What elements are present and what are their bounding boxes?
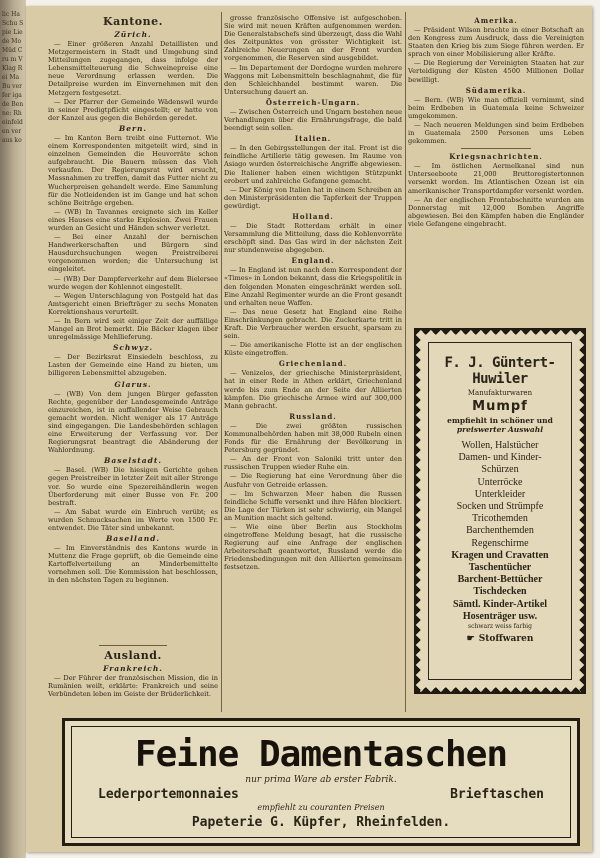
article-text: — Im Departement der Dordogne wurden mehrere Waggons mit Lebensmitteln beschlagnahmt, die für den Schleichhandel bestimmt waren. Die Untersuchung dauert an. <box>224 63 402 96</box>
subheading-frankreich: Frankreich. <box>103 664 163 673</box>
article-text: — Am Sabat wurde ein Einbruch verübt; es wurden Schmucksachen im Werte von 1500 Fr. entwendet. Die Täter sind unbekannt. <box>48 507 218 532</box>
column-1 <box>48 14 218 714</box>
ornamental-border <box>416 682 584 692</box>
article-text: — (WB) Von dem jungen Bürger gefassten Rechte, gegenüber der Landesgemeinde Anträge einzureichen, ist in auffallender Weise Gebrauch gemacht worden. Nicht weniger als 17 Anträge sind eingegangen. Die Landesbehörden schlagen eine Erweiterung der Verfassung vor. Der Regierungsrat beantragt die Abänderung der Wahlordnung. <box>48 389 218 455</box>
subheading-italien: Italien. <box>294 134 332 144</box>
article-text: — Der Pfarrer der Gemeinde Wädenswil wurde in seiner Predigtpflicht eingestellt; er hatte von der Kanzel aus gegen die Behörden geredet. <box>48 97 218 122</box>
subheading-baselstadt: Baselstadt. <box>104 456 162 466</box>
spine-text: lic Ha Schu Spie Liede Mo Müd Cru m V Klag Rei Ma Bu ver fer iga de Ben ne: Rheinfelden ver aus ko <box>2 11 24 144</box>
subheading-oesterreich: Österreich-Ungarn. <box>265 97 361 107</box>
ad-town: Mumpf <box>472 399 528 414</box>
subheading-suedamerika: Südamerika. <box>465 85 527 95</box>
advertisement-guentert-huwiler <box>414 328 586 694</box>
ad-shop-name: Papeterie G. Küpfer, Rheinfelden. <box>191 815 451 830</box>
article-text: — Wegen Unterschlagung von Postgeld hat das Amtsgericht einen Briefträger zu sechs Monaten Korrektionshaus verurteilt. <box>48 291 218 316</box>
article-text: — An der englischen Frontabschnitte wurden am Donnerstag mit 12,000 Bomben Angriffe abgewiesen. Bei den Kämpfen haben die Engländer viele Gefangene eingebracht. <box>408 195 584 228</box>
article-text: grosse französische Offensive ist aufgeschoben. Sie wird mit neuen Kräften aufgenommen werden. Die Generalstabschefs sind überzeugt, dass die Wahl des Zeitpunktes von grösster Wichtigkeit ist. Zahlreiche Neuerungen an der Front wurden vorgenommen, die Reserven sind ausgebildet. <box>224 14 402 63</box>
ad-product-left: Lederportemonnaies <box>98 787 239 802</box>
article-text: — Präsident Wilson brachte in einer Botschaft an den Kongress zum Ausdruck, dass die Vereinigten Staaten den Krieg bis zum Siege führen werden. Er sprach von einer Mobilisierung aller Kräfte. <box>408 26 584 59</box>
ad-item: Barchenthemden <box>466 525 534 537</box>
column-3 <box>408 14 584 276</box>
divider <box>99 645 167 646</box>
ad-frame <box>428 342 572 680</box>
ad-frame <box>71 726 571 838</box>
article-text: — Der König von Italien hat in einem Schreiben an den Ministerpräsidenten die Tapferkeit der Truppen gewürdigt. <box>224 185 402 210</box>
ad-item-list <box>429 440 571 623</box>
article-text: — In England ist nun nach dem Korrespondent der «Times» in London bekannt, dass die Kriegspolitik in den folgenden Monaten eingeschränkt werden soll. Eine Anzahl Regimenter wurde an die Front gesandt und erhalten neue Waffen. <box>224 266 402 307</box>
article-text: — Im Schwarzen Meer haben die Russen feindliche Schiffe versenkt und ihre Häfen blockiert. Die Lage der Türken ist sehr schwierig, ein Mangel an Munition macht sich geltend. <box>224 489 402 522</box>
section-heading-ausland: Ausland. <box>104 649 162 662</box>
pointing-hand-icon: ☛ <box>466 634 475 645</box>
subheading-zuerich: Zürich. <box>114 30 152 39</box>
ad-item: Sämtl. Kinder-Artikel <box>452 598 548 610</box>
article-text: — Venizelos, der griechische Ministerpräsident, hat in einer Rede in Athen erklärt, Griechenland werde bis zum Ende an der Seite der Alliierten kämpfen. Die griechische Armee wird auf 300,000 Mann gebracht. <box>224 369 402 410</box>
ad-subtitle: Manufakturwaren <box>467 389 533 397</box>
article-text: — Nach neueren Meldungen sind beim Erdbeben in Guatemala 2500 Personen ums Leben gekommen. <box>408 120 584 146</box>
article-text: — An der Front von Saloniki tritt unter den russischen Truppen wieder Ruhe ein. <box>224 455 402 472</box>
article-text: — Zwischen Österreich und Ungarn bestehen neue Verhandlungen über die Ernährungsfrage, die bald beendigt sein sollen. <box>224 107 402 133</box>
article-text: — Der Führer der französischen Mission, die in Rumänien weilt, erklärte: Frankreich und seine Verbündeten leben im Geiste der Brüderlichkeit. <box>48 674 218 699</box>
ornamental-border <box>416 330 426 692</box>
article-text: — Die Regierung hat eine Verordnung über die Ausfuhr von Getreide erlassen. <box>224 472 402 489</box>
ad-tagline: empfiehlt zu couranten Preisen <box>257 803 385 812</box>
article-text: — Wie eine über Berlin aus Stockholm eingetroffene Meldung besagt, hat die russische Regierung auf eine Anfrage der englischen Arbeiterschaft geantwortet, Russland werde die Friedensbedingungen mit den Alliierten gemeinsam festsetzen. <box>224 522 402 572</box>
ad-last-item: Stoffwaren <box>478 634 534 645</box>
ad-tagline: nur prima Ware ab erster Fabrik. <box>245 775 397 785</box>
ad-item: Taschentücher <box>468 562 532 574</box>
section-heading-kantone: Kantone. <box>103 15 163 28</box>
article-text: — Im östlichen Aermelkanal sind nun Unterseeboote 21,000 Bruttoregistertonnen versenkt worden. Im Atlantischen Ozean ist ein amerikanischer Transportdampfer versenkt worden. <box>408 162 584 195</box>
ad-products-row <box>72 787 570 802</box>
article-text: — In den Gebirgsstellungen der ital. Front ist die feindliche Artillerie tätig gewesen. Im Raume von Asiago wurden österreichische Angriffe abgewiesen. Die Italiener haben einen wichtigen Stützpunkt erobert und zahlreiche Gefangene gemacht. <box>224 144 402 185</box>
subheading-russland: Russland. <box>289 411 337 421</box>
subheading-england: England. <box>291 256 335 266</box>
ad-item: Unterröcke <box>477 476 523 488</box>
article-text: — Der Bezirksrat Einsiedeln beschloss, zu Lasten der Gemeinde eine Hand zu bieten, um billigeren Lebensmittel abzugeben. <box>48 353 218 378</box>
ad-tagline: preiswerter Auswahl <box>456 425 544 434</box>
ad-tagline: empfiehlt in schöner und <box>447 416 553 425</box>
subheading-kriegsnachrichten: Kriegsnachrichten. <box>449 152 543 162</box>
subheading-schwyz: Schwyz. <box>112 343 154 353</box>
subheading-glarus: Glarus. <box>114 379 152 389</box>
ad-last-line <box>429 634 571 644</box>
book-spine <box>0 0 26 858</box>
ad-item: Tricothemden <box>472 513 528 525</box>
article-text: — Das neue Gesetz hat England eine Reihe Einschränkungen gebracht. Die Zuckerkarte tritt in Kraft. Die Verbraucher werden ersucht, sparsam zu sein. <box>224 307 402 341</box>
newspaper-page <box>26 6 592 852</box>
article-text: — Basel. (WB) Die hiesigen Gerichte gehen gegen Preistreiber in letzter Zeit mit aller Strenge vor. So wurde eine Spezereihändlerin wegen Überforderung mit einer Busse von Fr. 200 bestraft. <box>48 466 218 507</box>
ad-item: Socken und Strümpfe <box>456 501 544 513</box>
subheading-holland: Holland. <box>292 211 334 221</box>
divider <box>461 148 531 149</box>
ornamental-border <box>574 330 584 692</box>
article-text: — Im Einverständnis des Kantons wurde in Muttenz die Frage geprüft, ob die Gemeinde eine Kartoffelverteilung an Minderbemittelte vornehmen soll. Die Kommission hat beschlossen, in den nächsten Tagen zu beginnen. <box>48 544 218 585</box>
ad-item: Kragen und Cravatten <box>451 549 549 561</box>
article-text: — In Bern wird seit einiger Zeit der auffällige Mangel an Brot bemerkt. Die Bäcker klagen über unregelmässige Mehllieferung. <box>48 317 218 342</box>
column-rule <box>221 12 222 712</box>
article-text: — Im Kanton Bern treibt eine Futternot. Wie einem Korrespondenten mitgeteilt wird, sind in einzelnen Gemeinden die Heuvorräte schon aufgebraucht. Die Bauern müssen das Vieh verkaufen. Der Regierungsrat wird ersucht, Massnahmen zu treffen, damit das Futter nicht zu Wucherpreisen gehandelt werde. Eine Sammlung für die Notleidenden ist im Gange und hat schon schöne Beiträge ergeben. <box>48 133 218 207</box>
ad-item: Wollen, Halstücher <box>461 440 539 451</box>
article-text: — Die amerikanische Flotte ist an der englischen Küste eingetroffen. <box>224 341 402 358</box>
ad-side-note: schwarz weiss farbig <box>468 623 532 631</box>
ad-item: Tischdecken <box>473 586 527 598</box>
article-text: — (WB) In Tavannes ereignete sich im Keller eines Hauses eine starke Explosion. Zwei Frauen wurden an Gesicht und Händen schwer verletzt. <box>48 207 218 232</box>
advertisement-damentaschen <box>62 718 580 846</box>
column-rule <box>405 12 406 712</box>
ad-item: Schürzen <box>481 464 519 476</box>
subheading-bern: Bern. <box>118 123 148 133</box>
ad-item: Regenschirme <box>471 537 529 549</box>
ad-headline: Feine Damentaschen <box>134 734 508 775</box>
subheading-griechenland: Griechenland. <box>278 359 348 369</box>
article-text: — Einer größeren Anzahl Detaillisten und Metzgermeistern in Stadt und Umgebung sind Mitteilungen zugegangen, dass infolge der Lebensmittelteuerung die Schweinepreise eine neue Verordnung erlassen werden. Die Detailpreise wurden im Einvernehmen mit den Metzgern festgesetzt. <box>48 40 218 97</box>
article-text: — Die zwei größten russischen Kommunalbehörden haben mit 38,000 Rubeln einen Fonds für die Ernährung der Bevölkerung in Petersburg gegründet. <box>224 421 402 455</box>
article-text: — Die Stadt Rotterdam erhält in einer Versammlung die Mitteilung, dass die Kohlenvorräte erschöpft sind. Das Gas wird in der nächsten Zeit nur stundenweise abgegeben. <box>224 221 402 255</box>
ad-item: Barchent-Bettücher <box>457 574 543 586</box>
subheading-baselland: Baselland. <box>105 534 161 544</box>
ad-product-right: Brieftaschen <box>450 787 544 802</box>
article-text: — Bei einer Anzahl der bernischen Handwerkerschaften und Bürgern sind Hausdurchsuchungen wegen Preistreiberei vorgenommen worden; die Untersuchung ist eingeleitet. <box>48 233 218 274</box>
column-2 <box>224 14 402 712</box>
article-text: — (WB) Der Dampferverkehr auf dem Bielersee wurde wegen der Kohlennot eingestellt. <box>48 274 218 291</box>
ad-item: Hosenträger usw. <box>462 610 538 622</box>
ad-company-name: F. J. Güntert-Huwiler <box>444 355 556 387</box>
article-text: — Die Regierung der Vereinigten Staaten hat zur Verteidigung der Küsten 4500 Millionen Dollar bewilligt. <box>408 59 584 84</box>
ad-item: Unterkleider <box>474 488 526 500</box>
ornamental-border <box>416 330 584 340</box>
ausland-section <box>48 642 218 699</box>
ad-item: Damen- und Kinder- <box>458 452 542 464</box>
subheading-amerika: Amerika. <box>474 16 518 25</box>
article-text: — Bern. (WB) Wie man offiziell vernimmt, sind beim Erdbeben in Guatemala keine Schweizer umgekommen. <box>408 95 584 120</box>
